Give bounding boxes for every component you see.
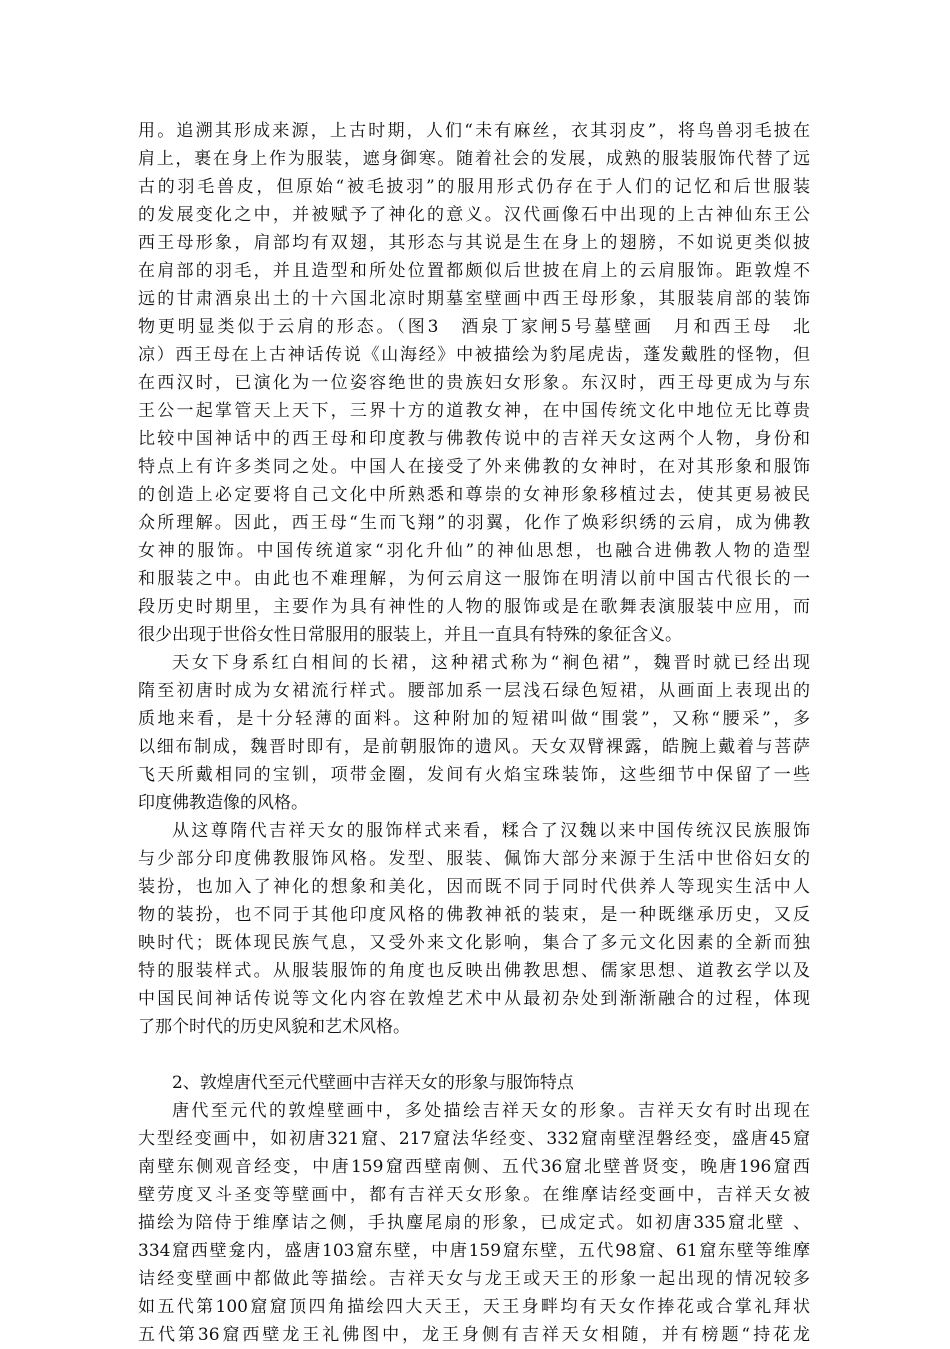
text-line: 中国民间神话传说等文化内容在敦煌艺术中从最初杂处到渐渐融合的过程，体现 (138, 989, 810, 1009)
text-line: 西王母形象，肩部均有双翅，其形态与其说是生在身上的翅膀，不如说更类似披 (138, 233, 810, 253)
text-line: 在西汉时，已演化为一位姿容绝世的贵族妇女形象。东汉时，西王母更成为与东 (138, 373, 810, 393)
text-line: 肩上，裹在身上作为服装，遮身御寒。随着社会的发展，成熟的服装服饰代替了远 (138, 149, 810, 169)
text-line: 物更明显类似于云肩的形态。（图3 酒泉丁家闸5号墓壁画 月和西王母 北 (138, 317, 810, 337)
text-line: 壁劳度叉斗圣变等壁画中，都有吉祥天女形象。在维摩诘经变画中，吉祥天女被 (138, 1185, 810, 1205)
text-line: 334窟西壁龛内，盛唐103窟东壁，中唐159窟东壁，五代98窟、61窟东壁等维摩 (138, 1241, 810, 1261)
text-line: 从这尊隋代吉祥天女的服饰样式来看，糅合了汉魏以来中国传统汉民族服饰 (172, 821, 810, 841)
text-line: 印度佛教造像的风格。 (138, 793, 308, 813)
paragraph-3 (138, 817, 810, 1041)
text-line: 的创造上必定要将自己文化中所熟悉和尊崇的女神形象移植过去，使其更易被民 (138, 485, 810, 505)
paragraph-1 (138, 117, 810, 649)
paragraph-2 (138, 649, 810, 817)
text-line: 比较中国神话中的西王母和印度教与佛教传说中的吉祥天女这两个人物，身份和 (138, 429, 810, 449)
text-line: 很少出现于世俗女性日常服用的服装上，并且一直具有特殊的象征含义。 (138, 625, 682, 645)
text-line: 远的甘肃酒泉出土的十六国北凉时期墓室壁画中西王母形象，其服装肩部的装饰 (138, 289, 810, 309)
text-line: 以细布制成，魏晋时即有，是前朝服饰的遗风。天女双臂裸露，皓腕上戴着与菩萨 (138, 737, 810, 757)
text-line: 唐代至元代的敦煌壁画中，多处描绘吉祥天女的形象。吉祥天女有时出现在 (172, 1101, 810, 1121)
text-line: 质地来看，是十分轻薄的面料。这种附加的短裙叫做“围裳”，又称“腰采”，多 (138, 709, 810, 729)
text-line: 描绘为陪侍于维摩诘之侧，手执麈尾扇的形象，已成定式。如初唐335窟北壁 、 (138, 1213, 810, 1233)
text-line: 王公一起掌管天上天下，三界十方的道教女神，在中国传统文化中地位无比尊贵 (138, 401, 810, 421)
text-line: 在肩部的羽毛，并且造型和所处位置都颇似后世披在肩上的云肩服饰。距敦煌不 (138, 261, 810, 281)
text-line: 的发展变化之中，并被赋予了神化的意义。汉代画像石中出现的上古神仙东王公 (138, 205, 810, 225)
text-line: 特的服装样式。从服装服饰的角度也反映出佛教思想、儒家思想、道教玄学以及 (138, 961, 810, 981)
document-page (138, 117, 810, 1349)
text-line: 和服装之中。由此也不难理解，为何云肩这一服饰在明清以前中国古代很长的一 (138, 569, 810, 589)
text-line: 了那个时代的历史风貌和艺术风格。 (138, 1017, 410, 1037)
text-line: 如五代第100窟窟顶四角描绘四大天王，天王身畔均有天女作捧花或合掌礼拜状 (138, 1297, 810, 1317)
text-line: 段历史时期里，主要作为具有神性的人物的服饰或是在歌舞表演服装中应用，而 (138, 597, 810, 617)
text-line: 天女下身系红白相间的长裙，这种裙式称为“裥色裙”，魏晋时就已经出现 (172, 653, 810, 673)
text-line: 古的羽毛兽皮，但原始“被毛披羽”的服用形式仍存在于人们的记忆和后世服装 (138, 177, 810, 197)
text-line: 女神的服饰。中国传统道家“羽化升仙”的神仙思想，也融合进佛教人物的造型 (138, 541, 810, 561)
paragraph-4 (138, 1097, 810, 1349)
text-line: 物的装扮，也不同于其他印度风格的佛教神祇的装束，是一种既继承历史，又反 (138, 905, 810, 925)
text-line: 南壁东侧观音经变，中唐159窟西壁南侧、五代36窟北壁普贤变，晚唐196窟西 (138, 1157, 810, 1177)
text-line: 大型经变画中，如初唐321窟、217窟法华经变、332窟南壁涅磐经变，盛唐45窟 (138, 1129, 810, 1149)
text-line: 五代第36窟西壁龙王礼佛图中，龙王身侧有吉祥天女相随，并有榜题“持花龙 (138, 1325, 810, 1345)
text-line: 映时代；既体现民族气息，又受外来文化影响，集合了多元文化因素的全新而独 (138, 933, 810, 953)
text-line: 装扮，也加入了神化的想象和美化，因而既不同于同时代供养人等现实生活中人 (138, 877, 810, 897)
text-line: 用。追溯其形成来源，上古时期，人们“未有麻丝，衣其羽皮”，将鸟兽羽毛披在 (138, 121, 810, 141)
text-line: 诘经变壁画中都做此等描绘。吉祥天女与龙王或天王的形象一起出现的情况较多 (138, 1269, 810, 1289)
text-line: 众所理解。因此，西王母“生而飞翔”的羽翼，化作了焕彩织绣的云肩，成为佛教 (138, 513, 810, 533)
text-line: 特点上有许多类同之处。中国人在接受了外来佛教的女神时，在对其形象和服饰 (138, 457, 810, 477)
text-line: 飞天所戴相同的宝钏，项带金圈，发间有火焰宝珠装饰，这些细节中保留了一些 (138, 765, 810, 785)
text-line: 隋至初唐时成为女裙流行样式。腰部加系一层浅石绿色短裙，从画面上表现出的 (138, 681, 810, 701)
blank-line (138, 1041, 810, 1069)
text-line: 凉）西王母在上古神话传说《山海经》中被描绘为豹尾虎齿，蓬发戴胜的怪物，但 (138, 345, 810, 365)
text-line: 与少部分印度佛教服饰风格。发型、服装、佩饰大部分来源于生活中世俗妇女的 (138, 849, 810, 869)
section-heading: 2、敦煌唐代至元代壁画中吉祥天女的形象与服饰特点 (172, 1073, 574, 1093)
